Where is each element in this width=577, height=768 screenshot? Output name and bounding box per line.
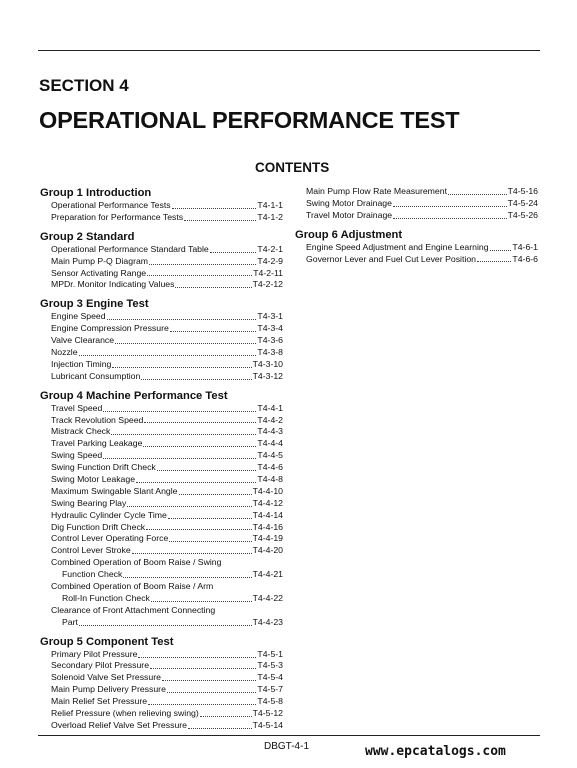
dot-leader bbox=[111, 433, 256, 435]
dot-leader bbox=[184, 219, 256, 221]
toc-entry-page: T4-3-8 bbox=[257, 347, 283, 357]
toc-entry[interactable] bbox=[40, 450, 283, 462]
toc-entry-page: T4-5-7 bbox=[257, 684, 283, 695]
toc-entry[interactable] bbox=[295, 186, 538, 198]
toc-entry-label: Secondary Pilot Pressure bbox=[51, 660, 150, 671]
toc-entry-page: T4-6-1 bbox=[512, 241, 538, 252]
toc-entry-page: T4-2-9 bbox=[257, 255, 283, 266]
toc-entry[interactable] bbox=[40, 720, 283, 732]
toc-entry[interactable] bbox=[295, 210, 538, 222]
toc-entry-label: Lubricant Consumption bbox=[51, 370, 141, 381]
toc-entry-label: Relief Pressure (when relieving swing) bbox=[51, 708, 199, 719]
toc-entry-page: T4-3-6 bbox=[257, 335, 283, 346]
toc-entry[interactable] bbox=[40, 696, 283, 708]
toc-entry[interactable] bbox=[40, 617, 283, 629]
toc-entry-label-line[interactable]: Clearance of Front Attachment Connecting bbox=[51, 604, 216, 615]
toc-entry-label: Engine Speed bbox=[51, 311, 106, 322]
toc-entry-label: Engine Compression Pressure bbox=[51, 323, 169, 334]
dot-leader bbox=[167, 691, 257, 693]
toc-group-title: Group 1 Introduction bbox=[40, 187, 152, 199]
toc-entry-page: T4-3-4 bbox=[257, 323, 283, 334]
toc-entry-page: T4-1-2 bbox=[257, 211, 283, 222]
toc-entry[interactable] bbox=[40, 359, 283, 371]
dot-leader bbox=[147, 274, 252, 276]
dot-leader bbox=[175, 286, 251, 288]
toc-entry-label: Track Revolution Speed bbox=[51, 414, 144, 425]
dot-leader bbox=[393, 205, 507, 207]
toc-entry[interactable] bbox=[40, 335, 283, 347]
toc-entry[interactable] bbox=[40, 256, 283, 268]
dot-leader bbox=[146, 528, 251, 530]
toc-entry-label: Engine Speed Adjustment and Engine Learning bbox=[306, 241, 489, 252]
toc-entry-page: T4-5-1 bbox=[257, 648, 283, 659]
toc-entry-page: T4-2-1 bbox=[257, 243, 283, 254]
toc-entry[interactable] bbox=[40, 486, 283, 498]
toc-entry[interactable] bbox=[40, 498, 283, 510]
toc-entry[interactable] bbox=[40, 684, 283, 696]
toc-entry-label: Travel Motor Drainage bbox=[306, 209, 393, 220]
dot-leader bbox=[393, 217, 506, 219]
toc-entry-label: Sensor Activating Range bbox=[51, 267, 147, 278]
toc-entry-page: T4-4-12 bbox=[252, 497, 283, 508]
toc-entry[interactable] bbox=[40, 311, 283, 323]
toc-entry-label: Swing Function Drift Check bbox=[51, 462, 156, 473]
toc-entry[interactable] bbox=[295, 242, 538, 254]
toc-group-title: Group 5 Component Test bbox=[40, 635, 174, 648]
toc-entry-label: Overload Relief Valve Set Pressure bbox=[51, 719, 188, 730]
toc-entry-page: T4-6-6 bbox=[512, 253, 538, 264]
toc-entry[interactable] bbox=[40, 708, 283, 720]
toc-entry[interactable] bbox=[40, 426, 283, 438]
toc-entry-label: Preparation for Performance Tests bbox=[51, 211, 184, 222]
toc-entry-label: Control Lever Stroke bbox=[51, 545, 131, 556]
dot-leader bbox=[168, 517, 252, 519]
dot-leader bbox=[103, 457, 256, 459]
toc-entry-label-line[interactable]: Combined Operation of Boom Raise / Arm bbox=[51, 581, 214, 592]
toc-entry[interactable] bbox=[40, 200, 283, 212]
toc-entry-label: Valve Clearance bbox=[51, 335, 115, 346]
toc-entry-label: Swing Bearing Play bbox=[51, 497, 127, 508]
toc-group-title: Group 4 Machine Performance Test bbox=[40, 389, 228, 402]
dot-leader bbox=[490, 249, 512, 251]
toc-entry-label: Mistrack Check bbox=[51, 426, 111, 437]
toc-group-title: Group 6 Adjustment bbox=[295, 228, 403, 241]
toc-entry[interactable] bbox=[40, 533, 283, 545]
toc-entry-page: T4-4-19 bbox=[252, 533, 283, 544]
dot-leader bbox=[141, 378, 251, 380]
toc-entry[interactable] bbox=[40, 415, 283, 427]
toc-entry[interactable] bbox=[40, 545, 283, 557]
toc-entry-label: Primary Pilot Pressure bbox=[51, 648, 138, 659]
dot-leader bbox=[107, 318, 257, 320]
toc-entry-page: T4-5-12 bbox=[252, 708, 283, 719]
toc-entry-page: T4-3-12 bbox=[252, 370, 283, 381]
toc-entry-page: T4-4-20 bbox=[252, 545, 283, 556]
dot-leader bbox=[132, 552, 252, 554]
dot-leader bbox=[79, 354, 257, 356]
dot-leader bbox=[143, 445, 256, 447]
toc-entry-page: T4-4-14 bbox=[252, 509, 283, 520]
toc-entry-label: Travel Speed bbox=[51, 402, 103, 413]
toc-entry-page: T4-1-1 bbox=[257, 199, 283, 210]
toc-entry[interactable] bbox=[40, 212, 283, 224]
toc-entry[interactable] bbox=[40, 279, 283, 291]
toc-right-column bbox=[295, 186, 538, 265]
toc-entry-label: Roll-In Function Check bbox=[62, 592, 150, 603]
toc-entry[interactable] bbox=[40, 268, 283, 280]
toc-entry-label: Swing Motor Drainage bbox=[306, 197, 392, 208]
toc-group-title: Group 3 Engine Test bbox=[40, 298, 149, 311]
toc-entry-page: T4-5-4 bbox=[257, 672, 283, 683]
toc-group-title: Group 2 Standard bbox=[40, 230, 135, 243]
toc-entry-label-line[interactable]: Combined Operation of Boom Raise / Swing bbox=[51, 557, 222, 568]
dot-leader bbox=[138, 656, 256, 658]
toc-entry-page: T4-5-26 bbox=[507, 209, 538, 220]
toc-entry-label: Solenoid Valve Set Pressure bbox=[51, 672, 161, 683]
toc-entry-label: Main Pump Delivery Pressure bbox=[51, 684, 166, 695]
toc-entry-label: Hydraulic Cylinder Cycle Time bbox=[51, 509, 167, 520]
toc-entry-label: Operational Performance Tests bbox=[51, 199, 171, 210]
dot-leader bbox=[169, 540, 251, 542]
toc-entry[interactable] bbox=[40, 522, 283, 534]
dot-leader bbox=[136, 481, 256, 483]
toc-entry-page: T4-3-10 bbox=[252, 358, 283, 369]
toc-entry-label: Nozzle bbox=[51, 347, 78, 357]
toc-entry-label: Maximum Swingable Slant Angle bbox=[51, 485, 178, 496]
toc-entry-label: Function Check bbox=[62, 569, 123, 580]
dot-leader bbox=[144, 421, 256, 423]
toc-entry[interactable] bbox=[40, 438, 283, 450]
toc-entry[interactable] bbox=[40, 323, 283, 335]
toc-entry[interactable] bbox=[40, 474, 283, 486]
dot-leader bbox=[172, 207, 257, 209]
dot-leader bbox=[149, 263, 256, 265]
top-rule bbox=[38, 50, 540, 51]
toc-entry-page: T4-5-3 bbox=[257, 660, 283, 671]
dot-leader bbox=[477, 260, 511, 262]
footer-page-code: DBGT-4-1 bbox=[264, 741, 310, 752]
page-title: OPERATIONAL PERFORMANCE TEST bbox=[39, 107, 460, 133]
dot-leader bbox=[148, 703, 256, 705]
toc-entry-label: Swing Motor Leakage bbox=[51, 474, 136, 485]
toc-entry-page: T4-4-21 bbox=[252, 569, 283, 580]
toc-entry[interactable] bbox=[40, 371, 283, 383]
toc-entry[interactable] bbox=[40, 244, 283, 256]
dot-leader bbox=[127, 505, 251, 507]
toc-entry-page: T4-2-12 bbox=[252, 279, 283, 290]
toc-entry-page: T4-4-22 bbox=[252, 592, 283, 603]
watermark: www.epcatalogs.com bbox=[365, 744, 506, 759]
toc-entry-label: Control Lever Operating Force bbox=[51, 533, 169, 544]
toc-entry-page: T4-5-8 bbox=[257, 696, 283, 707]
dot-leader bbox=[188, 727, 252, 729]
toc-entry-label: Operational Performance Standard Table bbox=[51, 243, 209, 254]
dot-leader bbox=[115, 342, 256, 344]
dot-leader bbox=[170, 330, 257, 332]
toc-entry-label: Governor Lever and Fuel Cut Lever Position bbox=[306, 253, 476, 264]
dot-leader bbox=[179, 493, 252, 495]
toc-entry-page: T4-4-3 bbox=[257, 426, 283, 437]
toc-entry-page: T4-2-11 bbox=[253, 267, 283, 278]
toc-entry-page: T4-4-16 bbox=[252, 521, 283, 532]
toc-entry-label: Dig Function Drift Check bbox=[51, 521, 146, 532]
toc-entry-page: T4-4-10 bbox=[252, 485, 283, 496]
toc-entry[interactable] bbox=[40, 347, 283, 359]
toc-entry-label: Injection Timing bbox=[51, 358, 112, 369]
dot-leader bbox=[200, 715, 252, 717]
toc-entry-label: Travel Parking Leakage bbox=[51, 438, 143, 449]
dot-leader bbox=[151, 600, 252, 602]
toc-entry[interactable] bbox=[40, 661, 283, 673]
toc-entry-page: T4-4-4 bbox=[257, 438, 283, 449]
toc-entry-page: T4-4-5 bbox=[257, 450, 283, 461]
toc-entry-page: T4-5-14 bbox=[252, 719, 283, 730]
dot-leader bbox=[157, 469, 257, 471]
toc-entry[interactable] bbox=[40, 569, 283, 581]
dot-leader bbox=[123, 576, 251, 578]
toc-entry-page: T4-3-1 bbox=[257, 311, 283, 322]
toc-entry[interactable] bbox=[40, 510, 283, 522]
dot-leader bbox=[79, 624, 252, 626]
toc-entry-page: T4-4-8 bbox=[257, 474, 283, 485]
toc-entry[interactable] bbox=[40, 593, 283, 605]
dot-leader bbox=[162, 679, 256, 681]
toc-entry-page: T4-4-2 bbox=[257, 414, 283, 425]
section-label: SECTION 4 bbox=[39, 76, 129, 95]
toc-entry-page: T4-4-1 bbox=[257, 402, 283, 413]
dot-leader bbox=[150, 667, 256, 669]
dot-leader bbox=[112, 366, 251, 368]
dot-leader bbox=[210, 251, 257, 253]
dot-leader bbox=[448, 193, 507, 195]
toc-entry[interactable] bbox=[40, 649, 283, 661]
toc-entry[interactable] bbox=[295, 198, 538, 210]
toc-entry-label: Swing Speed bbox=[51, 450, 103, 461]
toc-entry[interactable] bbox=[40, 672, 283, 684]
toc-entry-page: T4-4-23 bbox=[252, 616, 283, 627]
toc-entry[interactable] bbox=[40, 462, 283, 474]
toc-entry-page: T4-5-24 bbox=[507, 197, 538, 208]
dot-leader bbox=[103, 410, 256, 412]
toc-entry-label: MPDr. Monitor Indicating Values bbox=[51, 279, 175, 290]
toc-entry[interactable] bbox=[40, 403, 283, 415]
toc-entry-label: Main Pump Flow Rate Measurement bbox=[306, 185, 447, 196]
toc-entry[interactable] bbox=[295, 254, 538, 266]
toc-entry-page: T4-4-6 bbox=[257, 462, 283, 473]
toc-entry-label: Main Relief Set Pressure bbox=[51, 696, 148, 707]
contents-heading: CONTENTS bbox=[255, 160, 330, 175]
toc-entry-label: Main Pump P-Q Diagram bbox=[51, 255, 149, 266]
toc-entry-page: T4-5-16 bbox=[507, 185, 538, 196]
toc-left-column bbox=[40, 186, 283, 732]
bottom-rule bbox=[38, 735, 540, 736]
toc-entry-label: Part bbox=[62, 616, 78, 627]
